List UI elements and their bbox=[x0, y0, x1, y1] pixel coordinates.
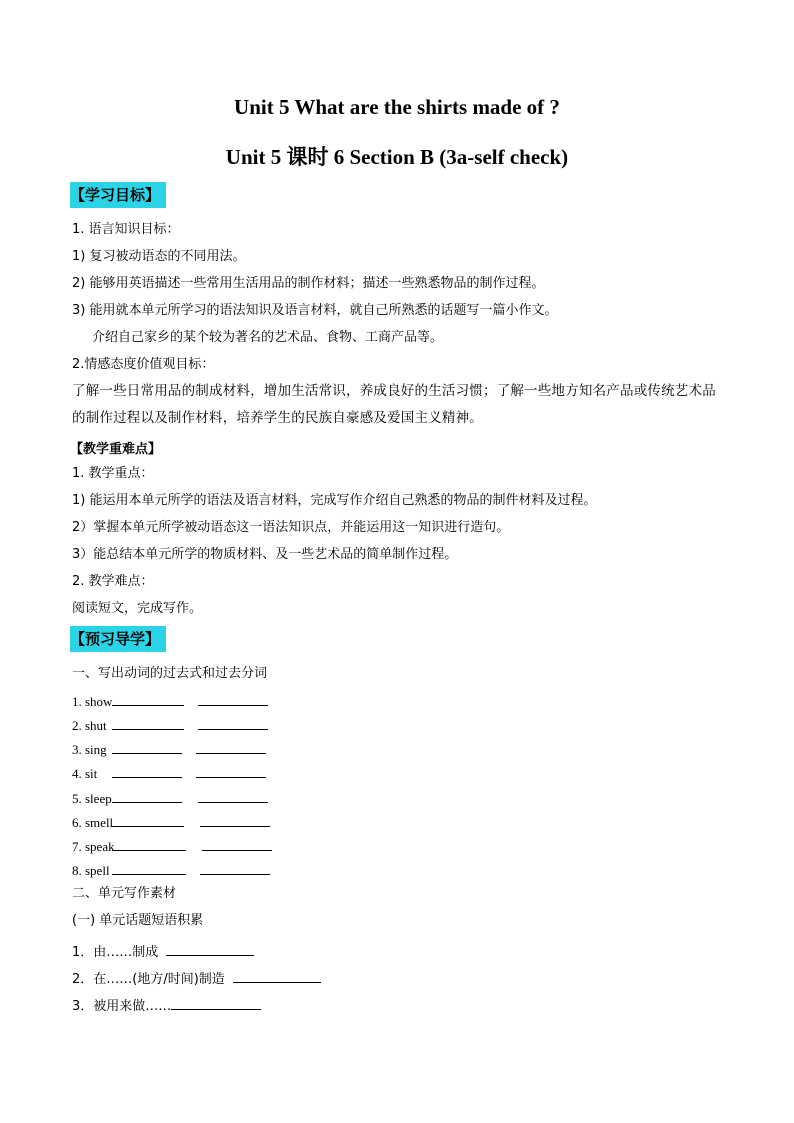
answer-blank[interactable] bbox=[112, 692, 184, 706]
phrase-row bbox=[72, 968, 321, 987]
key-points-heading: 【教学重难点】 bbox=[70, 442, 162, 457]
verb-word: 6. smell bbox=[72, 815, 114, 830]
phrase-prompt: 2．在……(地方/时间)制造 bbox=[72, 972, 225, 987]
verb-row bbox=[72, 716, 268, 734]
verb-word: 3. sing bbox=[72, 742, 107, 757]
verb-row bbox=[72, 861, 270, 879]
exercise-title: 一、写出动词的过去式和过去分词 bbox=[72, 666, 268, 681]
preview-heading: 【预习导学】 bbox=[70, 626, 166, 652]
key-point-line: 1) 能运用本单元所学的语法及语言材料，完成写作介绍自己熟悉的物品的制件材料及过程。 bbox=[72, 493, 597, 508]
verb-word: 7. speak bbox=[72, 839, 115, 854]
answer-blank[interactable] bbox=[166, 942, 254, 956]
answer-blank[interactable] bbox=[112, 764, 182, 778]
answer-blank[interactable] bbox=[198, 716, 268, 730]
key-point-line: 3）能总结本单元所学的物质材料、及一些艺术品的简单制作过程。 bbox=[72, 547, 458, 562]
document-title: Unit 5 What are the shirts made of ? bbox=[234, 95, 560, 119]
goal-line: 1) 复习被动语态的不同用法。 bbox=[72, 249, 246, 264]
answer-blank[interactable] bbox=[198, 789, 268, 803]
learning-goals-heading: 【学习目标】 bbox=[70, 182, 166, 208]
answer-blank[interactable] bbox=[196, 740, 266, 754]
key-point-line: 阅读短文，完成写作。 bbox=[72, 601, 203, 616]
exercise-subtitle: (一) 单元话题短语积累 bbox=[72, 913, 204, 928]
answer-blank[interactable] bbox=[112, 813, 184, 827]
answer-blank[interactable] bbox=[112, 861, 186, 875]
phrase-row bbox=[72, 941, 254, 960]
key-point-line: 2. 教学难点： bbox=[72, 574, 154, 589]
answer-blank[interactable] bbox=[200, 861, 270, 875]
phrase-prompt: 3．被用来做…… bbox=[72, 999, 172, 1014]
verb-word: 1. show bbox=[72, 694, 113, 709]
verb-row bbox=[72, 740, 266, 758]
key-point-line: 2）掌握本单元所学被动语态这一语法知识点，并能运用这一知识进行造句。 bbox=[72, 520, 510, 535]
verb-word: 8. spell bbox=[72, 863, 110, 878]
verb-row bbox=[72, 789, 268, 807]
key-point-line: 1. 教学重点： bbox=[72, 466, 154, 481]
answer-blank[interactable] bbox=[112, 789, 182, 803]
phrase-row bbox=[72, 995, 261, 1014]
verb-row bbox=[72, 692, 268, 710]
goal-line: 介绍自己家乡的某个较为著名的艺术品、食物、工商产品等。 bbox=[92, 330, 444, 345]
goal-line: 2) 能够用英语描述一些常用生活用品的制作材料；描述一些熟悉物品的制作过程。 bbox=[72, 276, 545, 291]
answer-blank[interactable] bbox=[112, 740, 182, 754]
answer-blank[interactable] bbox=[112, 716, 184, 730]
verb-row bbox=[72, 764, 266, 782]
answer-blank[interactable] bbox=[198, 692, 268, 706]
goal-paragraph: 了解一些日常用品的制成材料，增加生活常识，养成良好的生活习惯；了解一些地方知名产品或传统艺术品的制作过程以及制作材料，培养学生的民族自豪感及爱国主义精神。 bbox=[72, 383, 716, 426]
goal-line: 1. 语言知识目标： bbox=[72, 222, 180, 237]
answer-blank[interactable] bbox=[202, 837, 272, 851]
verb-row bbox=[72, 813, 270, 831]
phrase-prompt: 1．由……制成 bbox=[72, 945, 159, 960]
answer-blank[interactable] bbox=[196, 764, 266, 778]
verb-word: 4. sit bbox=[72, 766, 98, 781]
verb-word: 5. sleep bbox=[72, 791, 112, 806]
goal-line: 3) 能用就本单元所学习的语法知识及语言材料，就自己所熟悉的话题写一篇小作文。 bbox=[72, 303, 558, 318]
document-subtitle: Unit 5 课时 6 Section B (3a-self check) bbox=[225, 145, 569, 169]
goal-line: 2.情感态度价值观目标： bbox=[72, 357, 215, 372]
answer-blank[interactable] bbox=[200, 813, 270, 827]
exercise-title: 二、单元写作素材 bbox=[72, 886, 177, 901]
verb-row bbox=[72, 837, 272, 855]
answer-blank[interactable] bbox=[171, 996, 261, 1010]
answer-blank[interactable] bbox=[233, 969, 321, 983]
answer-blank[interactable] bbox=[112, 837, 186, 851]
verb-word: 2. shut bbox=[72, 718, 107, 733]
